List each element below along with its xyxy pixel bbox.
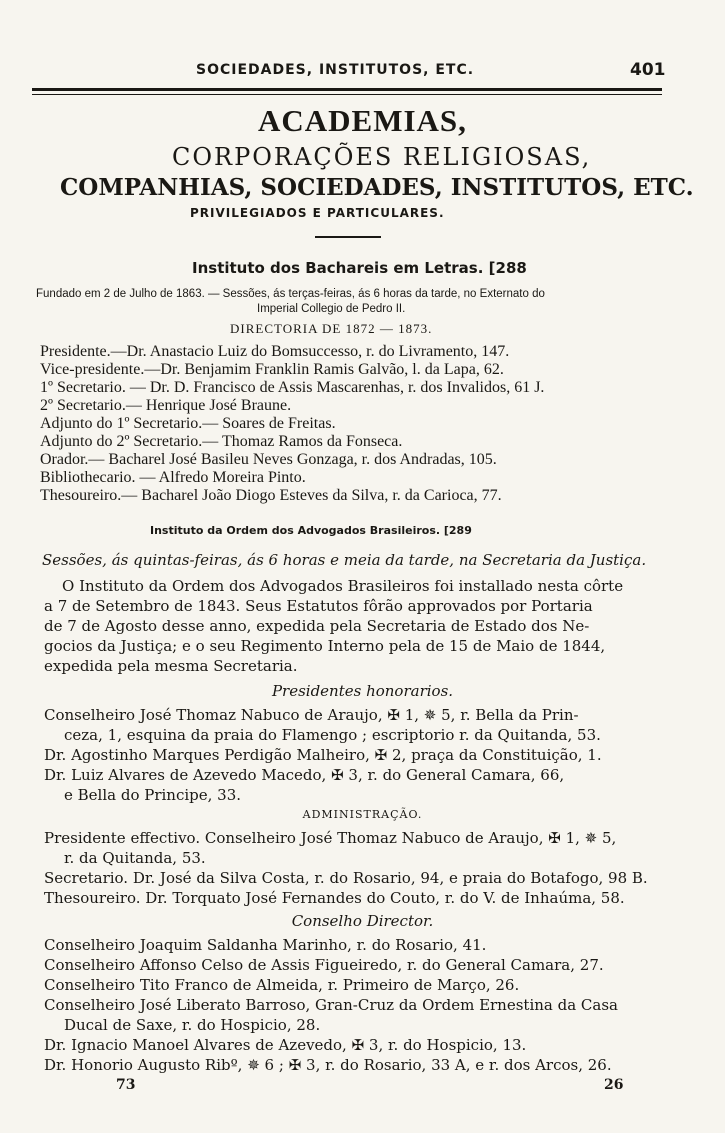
page-number: 401 [630, 60, 666, 80]
heading-privilegiados: PRIVILEGIADOS E PARTICULARES. [190, 206, 445, 220]
presidente-line: ceza, 1, esquina da praia do Flamengo ; escriptorio r. da Quitanda, 53. [64, 726, 601, 744]
heading-corporacoes: CORPORAÇÕES RELIGIOSAS, [172, 143, 592, 171]
directoria-line: Orador.— Bacharel José Basileu Neves Gonzaga, r. dos Andradas, 105. [40, 451, 497, 468]
directoria-line: Vice-presidente.—Dr. Benjamim Franklin Ramis Galvão, l. da Lapa, 62. [40, 361, 504, 378]
administracao-line: Secretario. Dr. José da Silva Costa, r. do Rosario, 94, e praia do Botafogo, 98 B. [44, 869, 648, 887]
presidente-line: Conselheiro José Thomaz Nabuco de Araujo, ✠ 1, ✵ 5, r. Bella da Prin- [44, 706, 579, 724]
directoria-line: Adjunto do 2º Secretario.— Thomaz Ramos da Fonseca. [40, 433, 403, 450]
heading-academias: ACADEMIAS, [258, 103, 467, 138]
footer-left: 73 [116, 1077, 136, 1093]
conselho-line: Conselheiro Affonso Celso de Assis Figueiredo, r. do General Camara, 27. [44, 956, 604, 974]
fundado-line-2: Imperial Collegio de Pedro II. [257, 303, 406, 315]
paragraph-line: gocios da Justiça; e o seu Regimento Interno pela de 15 de Maio de 1844, [44, 637, 606, 655]
footer-right: 26 [604, 1077, 624, 1093]
conselho-line: Conselheiro José Liberato Barroso, Gran-Cruz da Ordem Ernestina da Casa [44, 996, 618, 1014]
fundado-line-1: Fundado em 2 de Julho de 1863. — Sessões, ás terças-feiras, ás 6 horas da tarde, no Externato do [36, 288, 545, 300]
directoria-line: 1º Secretario. — Dr. D. Francisco de Assis Mascarenhas, r. dos Invalidos, 61 J. [40, 379, 545, 396]
header-rule-thick [32, 88, 662, 91]
conselho-line: Dr. Ignacio Manoel Alvares de Azevedo, ✠ 3, r. do Hospicio, 13. [44, 1036, 527, 1054]
paragraph-line: O Instituto da Ordem dos Advogados Brasileiros foi installado nesta côrte [62, 577, 624, 595]
directoria-line: 2º Secretario.— Henrique José Braune. [40, 397, 292, 414]
presidente-line: Dr. Luiz Alvares de Azevedo Macedo, ✠ 3, r. do General Camara, 66, [44, 766, 565, 784]
paragraph-line: a 7 de Setembro de 1843. Seus Estatutos fôrão approvados por Portaria [44, 597, 593, 615]
administracao-heading: ADMINISTRAÇÃO. [302, 808, 423, 821]
paragraph-line: expedida pela mesma Secretaria. [44, 657, 298, 675]
administracao-line: Presidente effectivo. Conselheiro José Thomaz Nabuco de Araujo, ✠ 1, ✵ 5, [44, 829, 617, 847]
directoria-heading: DIRECTORIA DE 1872 — 1873. [230, 321, 433, 336]
sessoes-line: Sessões, ás quintas-feiras, ás 6 horas e meia da tarde, na Secretaria da Justiça. [42, 551, 647, 569]
conselho-line: Conselheiro Tito Franco de Almeida, r. Primeiro de Março, 26. [44, 976, 520, 994]
section-title-bachareis: Instituto dos Bachareis em Letras. [288 [192, 259, 527, 277]
section-divider [315, 236, 381, 238]
paragraph-line: de 7 de Agosto desse anno, expedida pela Secretaria de Estado dos Ne- [44, 617, 590, 635]
directoria-line: Bibliothecario. — Alfredo Moreira Pinto. [40, 469, 306, 486]
directoria-line: Adjunto do 1º Secretario.— Soares de Freitas. [40, 415, 336, 432]
heading-companhias: COMPANHIAS, SOCIEDADES, INSTITUTOS, ETC. [60, 174, 694, 201]
presidente-line: e Bella do Principe, 33. [64, 786, 242, 804]
administracao-line: r. da Quitanda, 53. [64, 849, 206, 867]
conselho-line: Conselheiro Joaquim Saldanha Marinho, r. do Rosario, 41. [44, 936, 487, 954]
section-title-advogados: Instituto da Ordem dos Advogados Brasileiros. [289 [150, 524, 472, 537]
conselho-line: Ducal de Saxe, r. do Hospicio, 28. [64, 1016, 321, 1034]
presidentes-heading: Presidentes honorarios. [271, 682, 454, 700]
header-rule-thin [32, 94, 662, 95]
conselho-heading: Conselho Director. [291, 912, 434, 930]
administracao-line: Thesoureiro. Dr. Torquato José Fernandes do Couto, r. do V. de Inhaúma, 58. [44, 889, 625, 907]
conselho-line: Dr. Honorio Augusto Ribº, ✵ 6 ; ✠ 3, r. do Rosario, 33 A, e r. dos Arcos, 26. [44, 1056, 612, 1074]
presidente-line: Dr. Agostinho Marques Perdigão Malheiro, ✠ 2, praça da Constituição, 1. [44, 746, 602, 764]
directoria-line: Thesoureiro.— Bacharel João Diogo Esteves da Silva, r. da Carioca, 77. [40, 487, 502, 504]
directoria-line: Presidente.—Dr. Anastacio Luiz do Bomsuccesso, r. do Livramento, 147. [40, 343, 510, 360]
running-header: SOCIEDADES, INSTITUTOS, ETC. [196, 62, 475, 78]
